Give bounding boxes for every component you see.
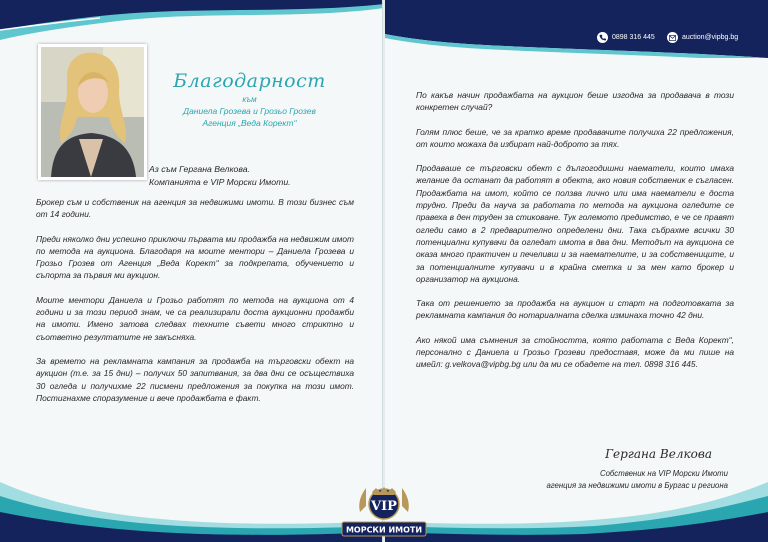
email-address: auction@vipbg.bg: [682, 34, 739, 41]
right-bottom-wave: [385, 462, 768, 542]
intro-line: Аз съм Гергана Велкова.: [149, 164, 250, 174]
page-title: Благодарност: [173, 70, 326, 92]
title-preposition: към: [242, 95, 257, 104]
paragraph: Така от решението за продажба на аукцион и старт на подготовката за рекламната кампания до нотариалната сделка изминаха точно 42 дни.: [416, 298, 734, 321]
paragraph: По какъв начин продажбата на аукцион беше изгодна за продавача в този конкретен случай?: [416, 90, 734, 113]
right-top-wave: [385, 0, 768, 58]
logo-name: МОРСКИ ИМОТИ: [345, 525, 423, 535]
right-body-text: [416, 89, 734, 383]
thanks-heading: [152, 70, 347, 129]
left-body-text: [36, 196, 354, 416]
phone-contact[interactable]: [597, 32, 655, 43]
paragraph: Продаваше се търговски обект с дългогодишни наематели, които имаха желание да останат да работят в обекта, ако новия собственик е съгласен. Продажбата на имот, който се ползва лично или има наематели е доста трудно. Преди да науча за работата по метода на аукциона огледите се правеха в ден труден за стиковане. Тук големото предимство, е че се правят огледи само в 2 предварително определени дни. Така събрахме всички 30 потенциални купувачи да огледат имота в два дни. Методът на аукциона се оказа много практичен и печеливш и за наемателите, и за собствениците, и за потенциалните купувачи и в крайна сметка и за мен като брокер и организатор на аукциона.: [416, 163, 734, 284]
signature: Гергана Велкова: [605, 447, 712, 461]
author-photo: [38, 44, 147, 180]
paragraph: Ако някой има съмнения за стойността, която работата с Веда Коректʺ, персонално с Даниела и Грозьо Грозеви предоставя, може да ми пише на имейл: g.velkova@vipbg.bg или да ми се обадете на тел. 0898 316 445.: [416, 334, 734, 370]
paragraph: Моите ментори Даниела и Грозьо работят по метода на аукциона от 4 години и за този период знам, че са реализирали доста аукционни продажби на имоти. Имено затова следвах техните съвети много стриктно и съответно резултатите не закъсняха.: [36, 294, 354, 342]
phone-icon: [597, 32, 608, 43]
signer-title: Собственик на VIP Морски Имоти: [599, 469, 728, 478]
phone-number: 0898 316 445: [612, 34, 655, 41]
paragraph: Голям плюс беше, че за кратко време продавачите получиха 22 предложения, от които можаха да избират най-доброто за тях.: [416, 126, 734, 149]
agency-line: Агенция „Веда Коректʺ: [202, 118, 297, 128]
right-page: [385, 0, 768, 542]
intro-lines: [149, 163, 291, 188]
paragraph: Брокер съм и собственик на агенция за недвижими имоти. В този бизнес съм от 14 години.: [36, 197, 354, 220]
recipients-line: Даниела Грозева и Грозьо Грозев: [183, 106, 316, 116]
logo-mark: VIP: [371, 499, 397, 514]
email-contact[interactable]: [667, 32, 738, 43]
paragraph: Преди няколко дни успешно приключи първата ми продажба на недвижим имот по метода на аукциона. Благодаря на моите ментори – Даниела Грозева и Грозьо Грозев от Агенция „Веда Коректʺ за подкрепата, обучението и съпорта за първия ми аукцион.: [36, 233, 354, 281]
paragraph: За времето на рекламната кампания за продажба на търговски обект на аукцион (т.е. за 15 дни) – получих 50 запитвания, за два дни се осъществиха 30 огледа и получихме 22 писмени предложения за покупка на този имот. Постигнахме споразумение и вече продажбата е факт.: [36, 355, 354, 403]
email-icon: [667, 32, 678, 43]
vip-logo: [336, 486, 432, 540]
left-bottom-wave: [0, 462, 384, 542]
signer-description: агенция за недвижими имоти в Бургас и региона: [546, 481, 728, 490]
intro-line: Компанията е VIP Морски Имоти.: [149, 176, 291, 187]
